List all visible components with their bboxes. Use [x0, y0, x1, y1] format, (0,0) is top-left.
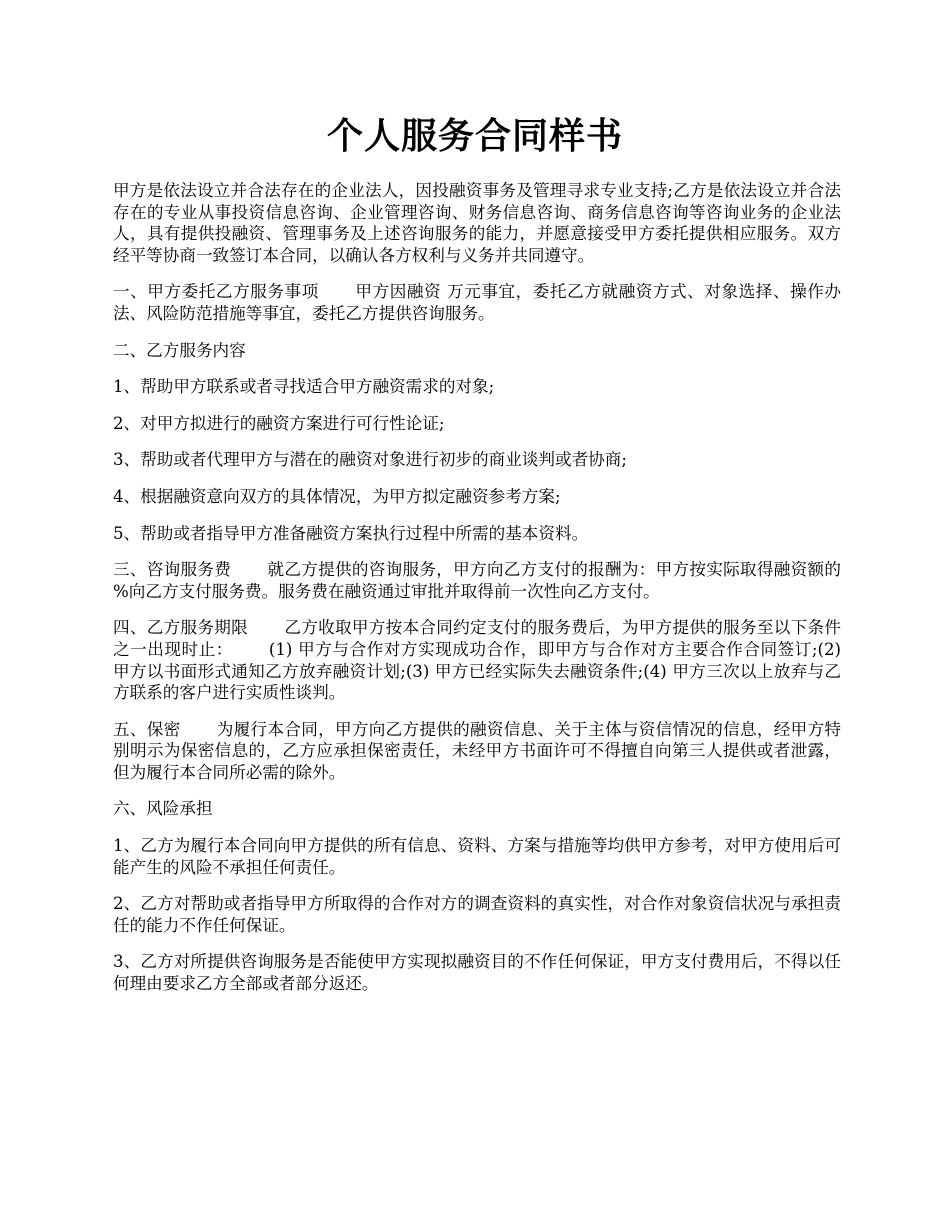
list-item	[113, 449, 841, 471]
document-body	[113, 180, 841, 1010]
paragraph-section-5	[113, 719, 841, 784]
paragraph-text: 3、乙方对所提供咨询服务是否能使甲方实现拟融资目的不作任何保证，甲方支付费用后，不得以任何理由要求乙方全部或者部分返还。	[113, 952, 841, 994]
paragraph-text: 1、帮助甲方联系或者寻找适合甲方融资需求的对象;	[113, 377, 495, 397]
list-item	[113, 376, 841, 398]
paragraph-text: 甲方因融资 万元事宜，委托乙方就融资方式、对象选择、操作办法、风险防范措施等事宜，委托乙方提供咨询服务。	[113, 282, 842, 323]
section-heading: 三、咨询服务费	[113, 560, 232, 580]
paragraph-preamble	[113, 180, 841, 266]
section-heading: 一、甲方委托乙方服务事项	[113, 282, 319, 302]
section-heading: 二、乙方服务内容	[113, 340, 246, 360]
section-heading: 五、保密	[113, 719, 181, 739]
paragraph-section-2-heading	[113, 340, 841, 362]
paragraph-text: 为履行本合同，甲方向乙方提供的融资信息、关于主体与资信情况的信息，经甲方特别明示为保密信息的，乙方应承担保密责任，未经甲方书面许可不得擅自向第三人提供或者泄露，但为履行本合同所必需的除外。	[113, 719, 842, 782]
paragraph-text: 5、帮助或者指导甲方准备融资方案执行过程中所需的基本资料。	[113, 523, 589, 543]
paragraph-text: 2、对甲方拟进行的融资方案进行可行性论证;	[113, 413, 445, 433]
paragraph-section-6-heading	[113, 798, 841, 820]
list-item	[113, 893, 841, 936]
list-item	[113, 951, 841, 994]
paragraph-text: 就乙方提供的咨询服务，甲方向乙方支付的报酬为：甲方按实际取得融资额的 %向乙方支付服务费。服务费在融资通过审批并取得前一次性向乙方支付。	[113, 560, 842, 601]
document-title: 个人服务合同样书	[326, 115, 623, 157]
paragraph-text: 3、帮助或者代理甲方与潜在的融资对象进行初步的商业谈判或者协商;	[113, 450, 627, 470]
paragraph-section-3	[113, 559, 841, 602]
paragraph-text: 2、乙方对帮助或者指导甲方所取得的合作对方的调查资料的真实性，对合作对象资信状况与承担责任的能力不作任何保证。	[113, 894, 841, 935]
list-item	[113, 486, 841, 508]
paragraph-section-4	[113, 617, 841, 703]
paragraph-text: 甲方是依法设立并合法存在的企业法人，因投融资事务及管理寻求专业支持;乙方是依法设立并合法存在的专业从事投资信息咨询、企业管理咨询、财务信息咨询、商务信息咨询等咨询业务的企业法人，具有提供投融资、管理事务及上述咨询服务的能力，并愿意接受甲方委托提供相应服务。双方经平等协商一致签订本合同，以确认各方权利与义务并共同遵守。	[113, 181, 841, 265]
paragraph-section-1	[113, 281, 841, 324]
paragraph-conditions: (1) 甲方与合作对方实现成功合作，即甲方与合作对方主要合作合同签订;(2) 甲方以书面形式通知乙方放弃融资计划;(3) 甲方已经实际失去融资条件;(4) 甲方三次以上放弃与乙方联系的客户进行实质性谈判。	[113, 639, 842, 703]
section-heading: 六、风险承担	[113, 799, 213, 819]
list-item	[113, 413, 841, 435]
list-item	[113, 835, 841, 878]
list-item	[113, 523, 841, 545]
section-heading: 四、乙方服务期限	[113, 618, 249, 638]
paragraph-text: 1、乙方为履行本合同向甲方提供的所有信息、资料、方案与措施等均供甲方参考，对甲方使用后可能产生的风险不承担任何责任。	[113, 836, 841, 877]
paragraph-text: 4、根据融资意向双方的具体情况，为甲方拟定融资参考方案;	[113, 486, 561, 506]
paragraph-text: 乙方收取甲方按本合同约定支付的服务费后，为甲方提供的服务至以下条件之一出现时止：	[113, 618, 842, 659]
